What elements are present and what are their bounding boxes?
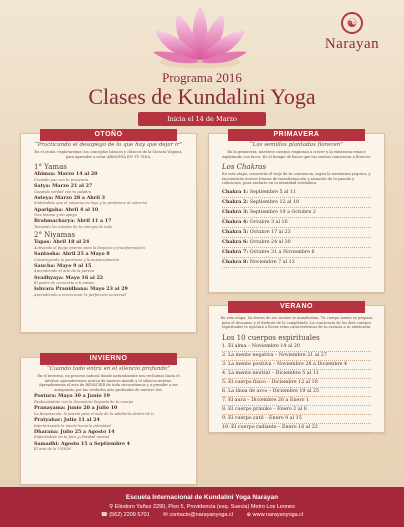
otono-quote: “Practicando el desapego de lo que hay que dejar ir” [34,142,183,148]
niyama-item [34,252,193,262]
invierno-item [34,442,193,452]
niyama-item [34,240,193,250]
chakra-dates: Septiembre 12 al 18 [249,199,300,205]
otono-intro: En el otoño, exploraremos los conceptos básicos y clásicos de la Ciencia Yóguica, para aprender a estar ARMONÍA EN TU VIDA. [34,150,183,159]
niyama-item-title: Tapas: Abril 18 al 24 [34,239,90,246]
start-date-badge: Inicia el 14 de Marzo [138,112,266,126]
yama-item-title: Aparigaha: Abril 4 al 10 [34,206,99,213]
invierno-quote: “Cuando todo entra en el silencio profundo” [46,366,171,372]
page-title: Clases de Kundalini Yoga [88,84,316,109]
invierno-item-description: Realineándote con la Geometría Sagrada de tu cuerpo [34,399,134,404]
email[interactable] [163,512,233,518]
yama-item-title: Brahmacharya: Abril 11 a 17 [34,218,112,225]
chakra-label: Chakra 8: [222,258,249,265]
niyama-item-description: Activando el fuego interno para la limpieza y transformación [34,245,145,250]
primavera-tab: PRIMAVERA [228,129,365,141]
invierno-item [34,418,193,428]
yama-item-description: Creando paz con tu presencia [34,177,89,182]
chakra-row [222,258,371,268]
spiritual-body-row: 7. El aura – Diciembre 26 a Enero 1 [222,397,371,406]
yama-item [34,184,193,194]
niyamas-heading: 2° Niyamas [34,231,76,240]
chakra-row [222,248,371,258]
chakra-label: Chakra 6: [222,238,249,245]
brand-name: Narayan [324,36,380,52]
chakra-row [222,188,371,198]
invierno-item-title: Samadhi: Agosto 15 a Septiembre 4 [34,440,131,447]
address [0,504,404,510]
chakra-label: Chakra 5: [222,228,249,235]
invierno-item-title: Pratyahar: Julio 11 al 24 [34,416,100,423]
program-year: Programa 2016 [162,70,242,85]
niyama-item-description: El poder de conocerte a ti mismo [34,281,95,286]
invierno-item-title: Dharana: Julio 25 a Agosto 14 [34,428,115,435]
chakra-label: Chakra 7: [222,248,249,255]
niyama-item-description: Aprendiendo el arte de la pureza [34,269,95,274]
yama-item-title: Ahimsa: Marzo 14 al 20 [34,171,98,178]
niyama-item-description: Construyendo la paciencia y la autoaceptación [34,257,120,262]
invierno-item-title: Postura: Mayo 30 a Junio 19 [34,393,110,400]
invierno-item [34,430,193,440]
primavera-content [212,142,381,268]
spiritual-body-row: 10. El cuerpo radiante – Enero 16 al 22 [222,424,371,433]
invierno-item-description: Enfocándote en tu foco y claridad mental [34,435,110,440]
narayan-logo [312,12,392,53]
chakra-label: Chakra 1: [222,188,249,195]
yama-item [34,196,193,206]
invierno-tab: INVIERNO [40,353,177,365]
phone-icon: ☎ [100,512,108,518]
spiritual-body-row: 9. El cuerpo sutil – Enero 9 al 15 [222,415,371,424]
bodies-list [222,343,371,433]
invierno-item [34,406,193,416]
niyama-item [34,276,193,286]
yama-item-description: Sintiéndote que el universo es tuyo y tu pertenece al universo [34,201,148,206]
niyamas-list [34,240,193,297]
chakra-row [222,238,371,248]
yama-item [34,208,193,218]
spiritual-body-row: 4. La mente neutral – Diciembre 5 al 11 [222,370,371,379]
niyama-item [34,287,193,297]
primavera-quote: “Las semillas plantadas florecen” [249,142,344,148]
chakra-dates: Septiembre 19 a Octubre 2 [249,209,316,215]
chakra-label: Chakra 3: [222,208,249,215]
invierno-intro: En el invierno, un proceso natural donde naturalmente nos recluimos hacia el interior, aprenderemos acerca de nuestro mundo y el silencio interno. Aprenderemos el arte de REVACIER de toda circunstancia y a prender a ser autopuesto por las verdades más profundas de nuestro Ser. [37,374,180,392]
chakra-dates: Noviembre 7 al 13 [249,259,295,265]
chakra-row [222,198,371,208]
chakras-list [222,188,371,268]
email-icon: ✉ [163,512,168,518]
niyama-item-title: Ishvara Pranidhana: Mayo 23 al 29 [34,286,128,293]
yama-item-description: Gozando verdad con tu palabra [34,189,92,194]
school-name: Escuela Internacional de Kundalini Yoga Narayan [125,494,279,501]
chakra-dates: Septiembre 5 al 11 [249,189,297,195]
chakra-dates: Octubre 31 a Noviembre 6 [249,249,315,255]
chakras-heading: Los Chakras [222,163,267,172]
invierno-list [24,394,193,451]
niyama-item-description: Aprendiendo a reverenciar la perfección universal [34,292,126,297]
niyama-item-title: Saucha: Mayo 9 al 15 [34,262,92,269]
spiritual-body-row: 2. La mente negativa – Noviembre 21 al 27 [222,352,371,361]
invierno-item-description: La Respiración, la puerta para el nido de la sabiduría dentro de ti [34,411,154,416]
yama-item [34,172,193,182]
invierno-content [24,366,193,453]
contact-row [0,512,404,518]
phone-text: (562) 2209 5701 [109,512,150,518]
chakra-row [222,208,371,218]
spiritual-body-row: 6. La línea de arco – Diciembre 19 al 25 [222,388,371,397]
yamas-heading: 1° Yamas [34,163,67,172]
niyama-item-title: Santosha: Abril 25 a Mayo 8 [34,250,110,257]
verano-content [212,314,381,433]
niyama-item [34,264,193,274]
otono-content [24,142,193,299]
yamas-list [34,172,193,229]
invierno-item-title: Pranayama: Junio 20 a Julio 10 [34,405,118,412]
invierno-item [34,394,193,404]
website[interactable] [247,512,304,518]
globe-icon: ⊕ [246,512,252,518]
verano-tab: VERANO [228,301,365,313]
otono-tab: OTOÑO [40,129,177,141]
narayan-logo-icon: ☯ [341,12,363,34]
yama-item-description: Vive liviano y sin apego [34,213,77,218]
address-text: Eliodoro Yañez 2290, Piso 5, Providencia (esq. Suecia) Metro Los Leones [114,504,295,510]
phone [101,512,150,518]
invierno-item-description: El arte de la UNIÓN [34,447,72,452]
chakra-label: Chakra 4: [222,218,249,225]
website-text[interactable]: www.narayanyoga.cl [252,512,304,518]
chakra-dates: Octubre 3 al 16 [249,219,288,225]
footer [0,487,404,527]
yama-item-title: Satya: Marzo 21 al 27 [34,182,93,189]
spiritual-body-row: 1. El alma – Noviembre 14 al 20 [222,343,371,352]
spiritual-body-row: 8. El cuerpo prániko – Enero 2 al 8 [222,406,371,415]
chakra-dates: Octubre 24 al 30 [249,239,291,245]
chakra-row [222,228,371,238]
invierno-item-description: Interiorizando la mente hacia la intimidad [34,423,111,428]
yama-item-title: Asteya: Marzo 28 a Abril 3 [34,194,105,201]
chakra-label: Chakra 2: [222,198,249,205]
spiritual-body-row: 5. El cuerpo físico – Diciembre 12 al 18 [222,379,371,388]
yama-item [34,219,193,229]
chakras-intro: En esta etapa, conocerás el viaje de tu conciencia, según la enseñanza yoguica, y encontrarás nuevas formas de transformación y sanación de tu pasado y relaciones, para anclarte en tu identidad verdadera. [222,172,371,186]
yama-item-description: Tomando los estados de tu energía de todo [34,224,113,229]
chakra-row [222,218,371,228]
email-text[interactable]: contacto@narayanyoga.cl [169,512,233,518]
bodies-heading: Los 10 cuerpos espirituales [222,333,320,342]
spiritual-body-row: 3. La mente positiva – Noviembre 28 a Diciembre 4 [222,361,371,370]
lotus-flower-image [145,0,255,70]
niyama-item-title: Svadhyaya: Mayo 16 al 22 [34,274,104,281]
chakra-dates: Octubre 17 al 23 [249,229,291,235]
location-pin-icon: ⚲ [109,504,114,510]
verano-intro: En esta etapa, los frutos de tus sueños se manifiestan. Tu cuerpo mente se prepara para el descanso y el disfrute de lo completado. La conciencia de los diez cuerpos espirituales te ayudará a llevar estas características de tu esencia a tu existencia. [220,316,373,330]
primavera-intro: En la primavera, nuestros cuerpos empiezan a crecer y la existencia renace explotando con luces. Es el tiempo de hacer que tus sueños comiencen a florecer. [222,150,371,159]
